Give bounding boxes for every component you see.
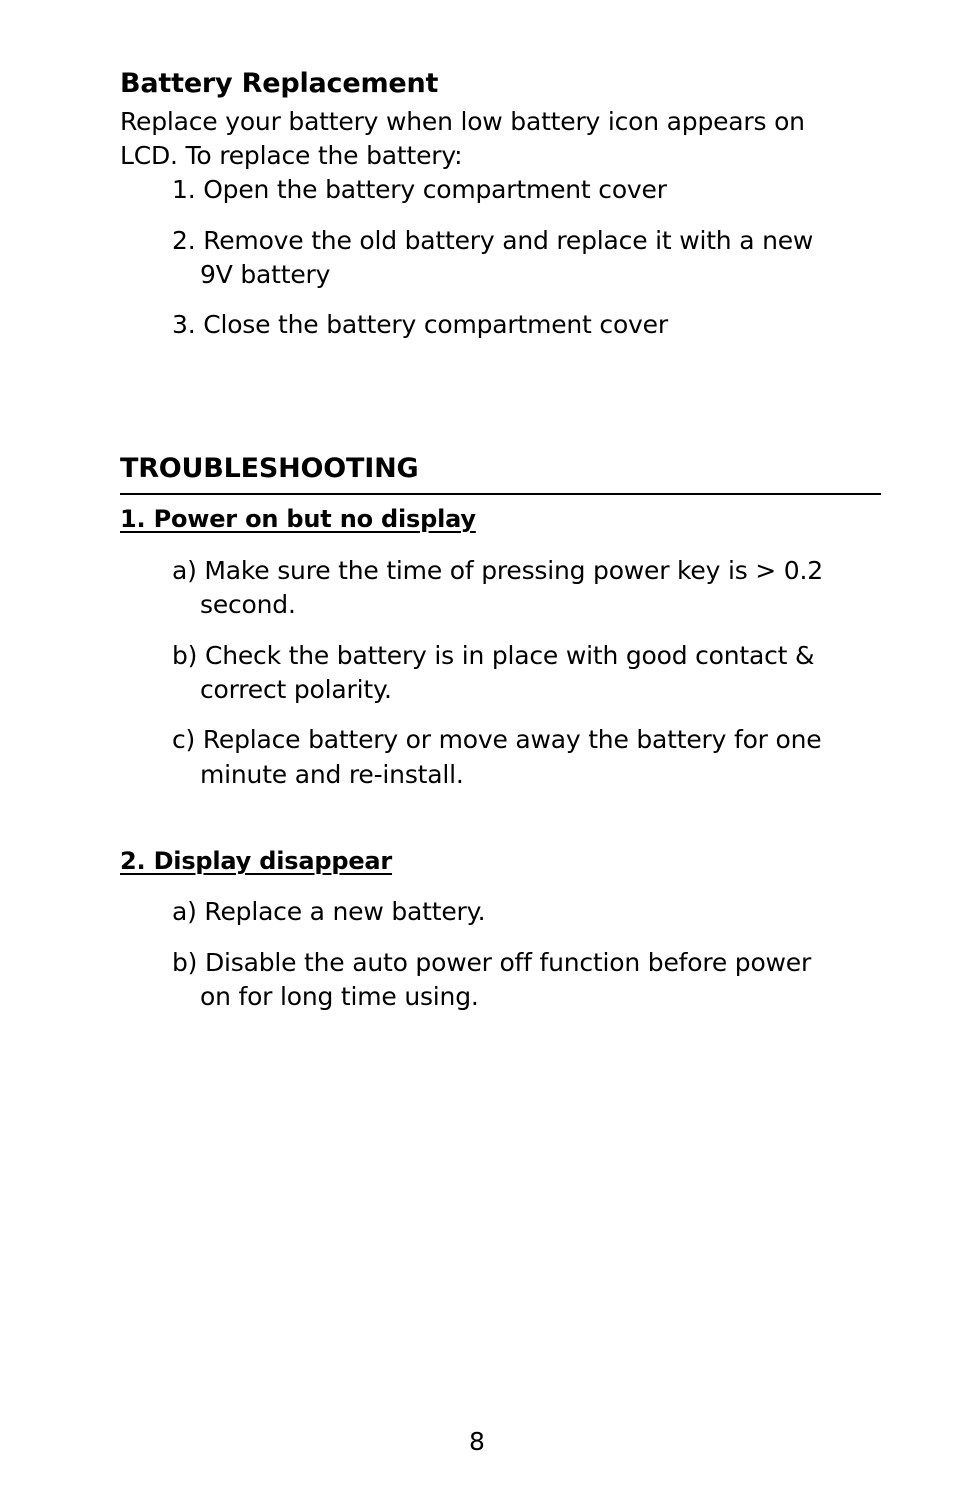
troubleshooting-heading: TROUBLESHOOTING — [120, 453, 419, 484]
section-1-item-c-line-2: minute and re-install. — [200, 760, 464, 789]
battery-intro-line-2: LCD. To replace the battery: — [120, 141, 463, 170]
battery-step-3: 3. Close the battery compartment cover — [172, 310, 668, 339]
section-1-item-b-line-1: b) Check the battery is in place with good contact & — [172, 641, 815, 670]
section-2-item-a: a) Replace a new battery. — [172, 897, 486, 926]
section-1-item-a-line-2: second. — [200, 590, 296, 619]
battery-step-2-line-1: 2. Remove the old battery and replace it with a new — [172, 226, 814, 255]
battery-step-1: 1. Open the battery compartment cover — [172, 175, 667, 204]
section-1-title: 1. Power on but no display — [120, 505, 476, 533]
battery-step-2-line-2: 9V battery — [200, 260, 331, 289]
section-1-item-b-line-2: correct polarity. — [200, 675, 392, 704]
page-number: 8 — [469, 1427, 485, 1456]
section-2-item-b-line-1: b) Disable the auto power off function before power — [172, 948, 812, 977]
section-1-item-a-line-1: a) Make sure the time of pressing power key is > 0.2 — [172, 556, 823, 585]
section-1-item-c-line-1: c) Replace battery or move away the battery for one — [172, 725, 822, 754]
battery-replacement-heading: Battery Replacement — [120, 68, 439, 99]
battery-intro-line-1: Replace your battery when low battery icon appears on — [120, 107, 805, 136]
section-2-item-b-line-2: on for long time using. — [200, 982, 479, 1011]
section-2-title: 2. Display disappear — [120, 847, 393, 875]
heading-divider — [120, 493, 881, 495]
